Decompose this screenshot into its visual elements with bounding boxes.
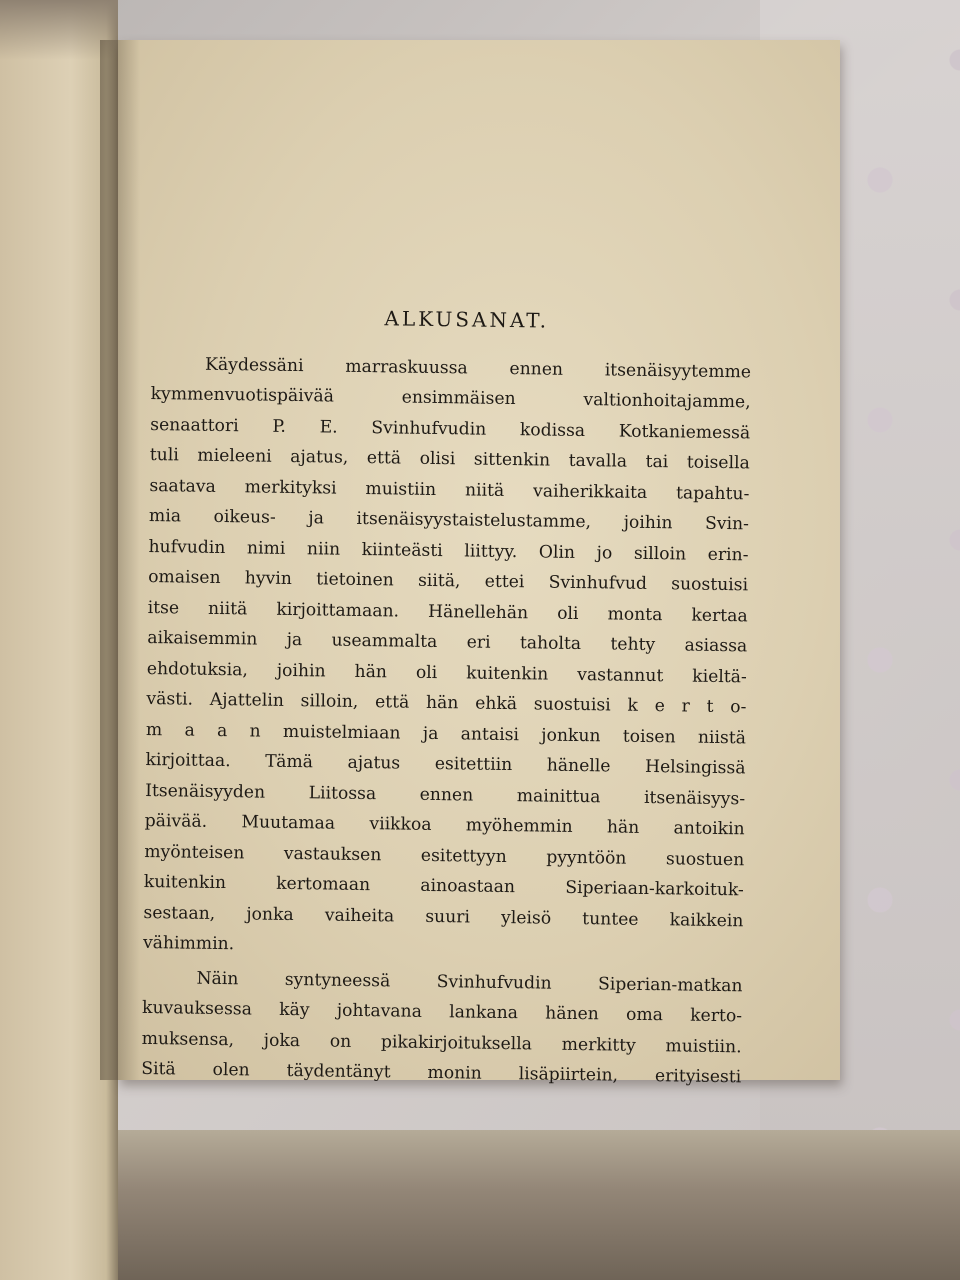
text-line: m a a n muistelmiaan ja antaisi jonkun toisen niistä — [145, 719, 747, 748]
text-line: vähimmin. — [142, 932, 235, 955]
text-line: tuli mieleeni ajatus, että olisi sittenkin tavalla tai toisella — [149, 444, 750, 474]
paragraph-2 — [141, 962, 743, 1092]
text-line: Käydessäni marraskuussa ennen itsenäisyytemme — [204, 354, 752, 382]
text-line: Näin syntyneessä Svinhufvudin Siperian-matkan — [196, 968, 743, 996]
text-line: mia oikeus- ja itsenäisyystaistelustamme, joihin Svin- — [148, 505, 750, 535]
text-line: kuvauksessa käy johtavana lankana hänen oma kerto- — [141, 997, 743, 1027]
text-line: ehdotuksia, joihin hän oli kuitenkin vastannut kieltä- — [146, 658, 747, 687]
text-line: kirjoittaa. Tämä ajatus esitettiin hänelle Helsingissä — [145, 749, 746, 779]
text-line: Sitä olen täydentänyt monin lisäpiirtein, erityisesti — [141, 1058, 742, 1088]
text-line: omaisen hyvin tietoinen siitä, ettei Svinhufvud suostuisi — [147, 566, 749, 596]
text-line: kymmenvuotispäivää ensimmäisen valtionhoitajamme, — [150, 383, 751, 413]
text-line: myönteisen vastauksen esitettyyn pyyntöön suostuen — [144, 841, 745, 870]
page-text — [141, 300, 752, 1093]
text-line: kuitenkin kertomaan ainoastaan Siperiaan-karkoituk- — [143, 871, 744, 901]
text-line: itse niitä kirjoittamaan. Hänellehän oli monta kertaa — [147, 597, 748, 626]
text-line: sestaan, jonka vaiheita suuri yleisö tuntee kaikkein — [143, 902, 744, 931]
text-line: saatava merkityksi muistiin niitä vaiherikkaita tapahtu- — [149, 475, 750, 504]
text-line: aikaisemmin ja useammalta eri taholta tehty asiassa — [147, 627, 748, 657]
book-cover-edge — [0, 1130, 960, 1280]
spine-shadow — [100, 40, 140, 1080]
page-title: ALKUSANAT. — [384, 306, 550, 333]
text-line: päivää. Muutamaa viikkoa myöhemmin hän antoikin — [144, 810, 745, 840]
text-line: muksensa, joka on pikakirjoituksella merkitty muistiin. — [141, 1028, 742, 1057]
text-line: senaattori P. E. Svinhufvudin kodissa Kotkaniemessä — [150, 414, 751, 443]
paragraph-1 — [143, 348, 751, 966]
text-line: hufvudin nimi niin kiinteästi liittyy. Olin jo silloin erin- — [148, 536, 749, 565]
text-line: Itsenäisyyden Liitossa ennen mainittua itsenäisyys- — [145, 780, 746, 809]
text-line: västi. Ajattelin silloin, että hän ehkä suostuisi k e r t o- — [146, 688, 747, 718]
